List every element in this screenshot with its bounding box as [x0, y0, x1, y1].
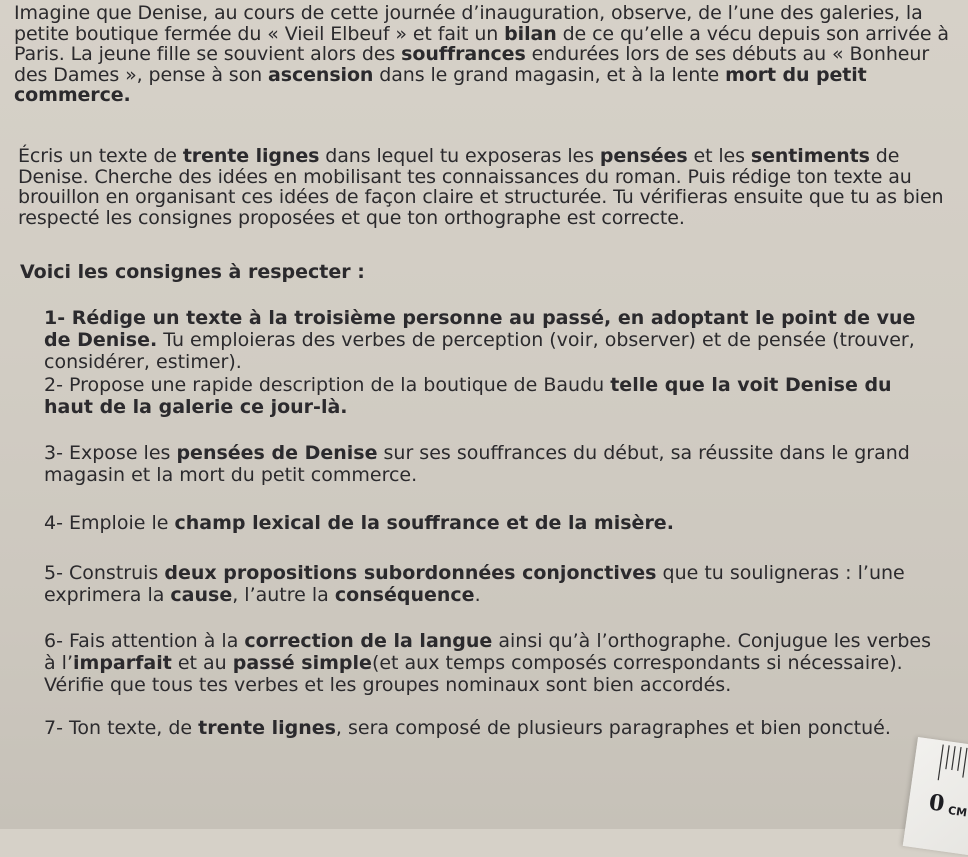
bold-text-run: mort du petit commerce.: [14, 63, 867, 106]
bold-text-run: passé simple: [232, 652, 372, 674]
bold-text-run: sentiments: [750, 145, 870, 167]
bold-text-run: correction de la langue: [244, 630, 493, 652]
bold-text-run: pensées: [599, 145, 688, 167]
instruction-item-6: [44, 630, 944, 696]
text-run: que tu souligneras : l’une exprimera la: [44, 562, 905, 606]
bold-text-run: souffrances: [401, 43, 526, 65]
instruction-item-4: [44, 512, 944, 534]
text-run: et au: [171, 652, 233, 674]
bold-text-run: deux propositions subordonnées conjonctives: [164, 562, 657, 584]
bold-text-run: ascension: [268, 63, 374, 86]
text-run: dans le grand magasin, et à la lente: [373, 63, 726, 86]
text-run: 4- Emploie le: [44, 512, 175, 534]
text-run: , sera composé de plusieurs paragraphes et bien ponctué.: [335, 717, 891, 739]
text-run: ainsi qu’à l’orthographe. Conjugue les verbes à l’: [44, 630, 932, 674]
text-run: 7- Ton texte, de: [44, 717, 199, 739]
bold-text-run: imparfait: [73, 652, 172, 674]
instruction-item-5: [44, 562, 944, 606]
text-run: endurées lors de ses débuts au « Bonheur des Dames », pense à son: [14, 43, 930, 86]
instruction-item-1: [44, 307, 944, 373]
bold-text-run: conséquence: [334, 584, 475, 606]
text-run: Tu emploieras des verbes de perception (voir, observer) et de pensée (trouver, considérer, estimer).: [44, 329, 915, 373]
text-run: (et aux temps composés correspondants si nécessaire). Vérifie que tous tes verbes et les groupes nominaux sont bien accordés.: [44, 652, 903, 696]
ruler-zero-label: 0: [927, 789, 947, 818]
text-run: Imagine que Denise, au cours de cette journée d’inauguration, observe, de l’une des galeries, la petite boutique fermée du « Vieil Elbeuf » et fait un: [14, 2, 923, 45]
text-run: 6- Fais attention à la: [44, 630, 245, 652]
text-run: et les: [687, 145, 751, 167]
bold-text-run: cause: [170, 584, 233, 606]
text-run: 3- Expose les: [44, 442, 177, 464]
bold-text-run: trente lignes: [198, 717, 336, 739]
instructions-heading: Voici les consignes à respecter :: [20, 261, 365, 283]
bold-text-run: trente lignes: [182, 145, 320, 167]
bold-text-run: telle que la voit Denise du haut de la galerie ce jour-là.: [44, 374, 892, 418]
intro-paragraph: [14, 3, 949, 106]
text-run: .: [474, 584, 481, 606]
text-run: , l’autre la: [232, 584, 335, 606]
bold-text-run: 1- Rédige un texte à la troisième personne au passé, en adoptant le point de vue de Denise.: [44, 307, 916, 351]
text-run: sur ses souffrances du début, sa réussite dans le grand magasin et la mort du petit commerce.: [44, 442, 910, 486]
bold-text-run: pensées de Denise: [176, 442, 378, 464]
instruction-item-2: [44, 374, 944, 418]
ruler-unit-label: CM: [947, 803, 968, 820]
instruction-item-3: [44, 442, 944, 486]
text-run: 5- Construis: [44, 562, 165, 584]
bold-text-run: champ lexical de la souffrance et de la misère.: [174, 512, 674, 534]
ruler: [903, 737, 968, 857]
instruction-item-7: [44, 717, 944, 739]
text-run: de Denise. Cherche des idées en mobilisant tes connaissances du roman. Puis rédige ton texte au brouillon en organisant ces idées de façon claire et structurée. Tu vérifieras ensuite que tu as bien respecté les consignes proposées et que ton orthographe est correcte.: [18, 145, 944, 229]
text-run: de ce qu’elle a vécu depuis son arrivée à Paris. La jeune fille se souvient alors des: [14, 22, 949, 65]
text-run: 2- Propose une rapide description de la boutique de Baudu: [44, 374, 611, 396]
text-run: dans lequel tu exposeras les: [319, 145, 600, 167]
task-paragraph: [18, 146, 948, 228]
text-run: Écris un texte de: [18, 145, 183, 167]
bold-text-run: bilan: [504, 22, 557, 45]
